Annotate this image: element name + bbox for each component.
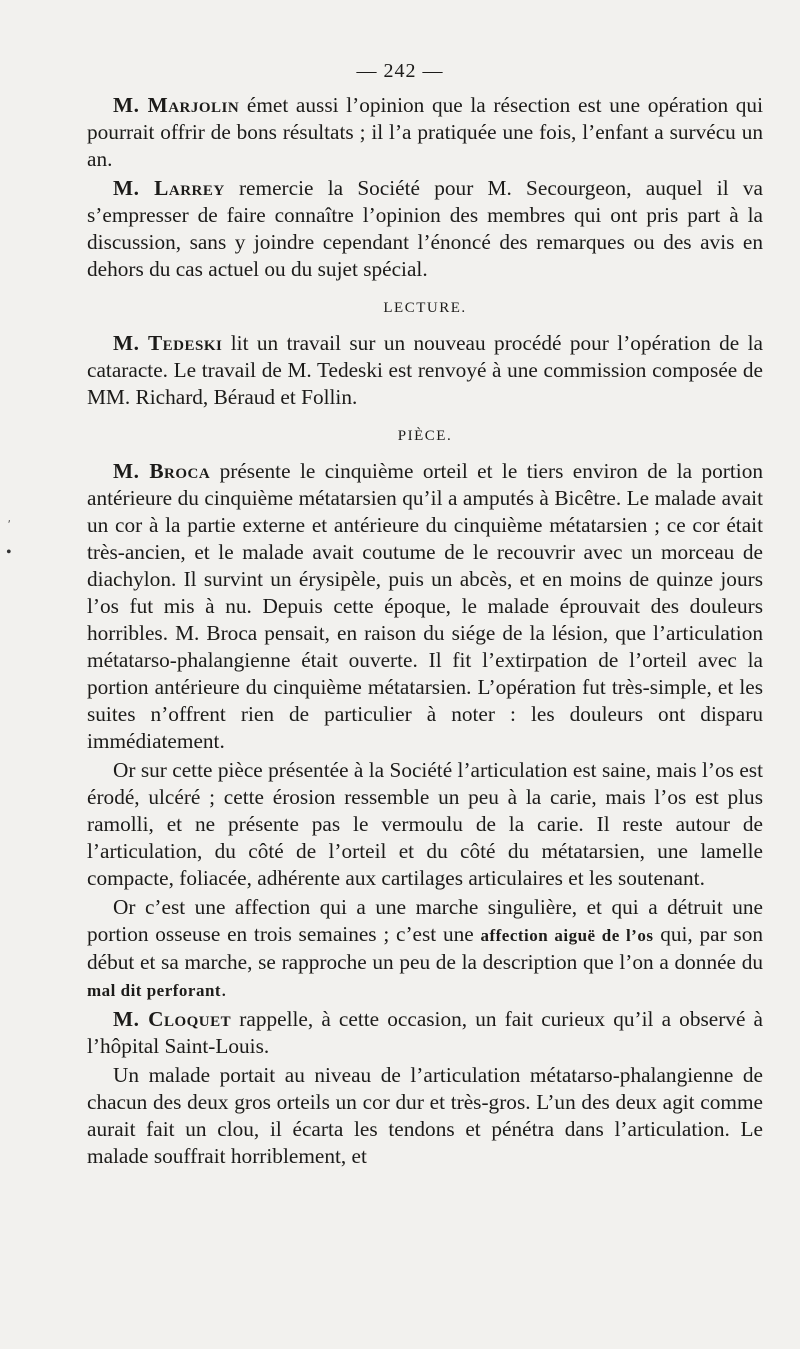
paragraph-larrey: [87, 175, 763, 283]
paragraph-observation: Or sur cette pièce présentée à la Société l’articulation est saine, mais l’os est érodé, ulcéré ; cette érosion ressemble un peu à la carie, mais l’os est plus ramolli, et ne présente pas le vermoulu de la carie. Il reste autour de l’articulation, du côté de l’orteil et du côté du métatarsien, une lamelle compacte, foliacée, adhérente aux cartilages articulaires et les soutenant.: [87, 758, 763, 890]
paragraph-marjolin: [87, 92, 763, 173]
margin-tick-mark: ʹ: [8, 517, 11, 531]
speaker-name: M. Cloquet: [113, 1007, 232, 1031]
speaker-name: M. Tedeski: [113, 331, 223, 355]
section-heading-lecture: LECTURE.: [383, 300, 467, 316]
paragraph-malade: Un malade portait au niveau de l’articulation métatarso-phalangienne de chacun des deux gros orteils un cor dur et très-gros. L’un des deux agit comme aurait fait un clou, il écarta les tendons et pénétra dans l’articulation. Le malade souffrait horriblement, et: [87, 1063, 763, 1168]
speaker-name: M. Marjolin: [113, 93, 240, 117]
emphasis-affection: affection aiguë de l’os: [480, 926, 654, 945]
paragraph-text: remercie la Société pour M. Secourgeon, auquel il va s’empresser de faire connaître l’opinion des membres qui ont pris part à la discussion, sans y joindre cependant l’énoncé des remarques ou des avis en dehors du cas actuel ou du sujet spécial.: [87, 176, 763, 281]
paragraph-affection: [87, 894, 763, 1004]
paragraph-text: Or c’est une affection qui a une marche singulière, et qui a détruit une portion osseuse en trois semaines ; c’est une: [87, 895, 763, 946]
paragraph-text: rappelle, à cette occasion, un fait curieux qu’il a observé à l’hôpital Saint-Louis.: [87, 1007, 764, 1058]
speaker-name: M. Broca: [113, 459, 211, 483]
margin-dot-mark: •: [6, 544, 12, 561]
paragraph-tedeski: [87, 330, 763, 411]
paragraph-text: présente le cinquième orteil et le tiers environ de la portion antérieure du cinquième métatarsien qu’il a amputés à Bicêtre. Le malade avait un cor à la partie externe et antérieure du cinquième métatarsien ; ce cor était très-ancien, et le malade avait coutume de le recouvrir avec un morceau de diachylon. Il survint un érysipèle, puis un abcès, et en moins de quinze jours l’os fut mis à nu. Depuis cette époque, le malade éprouvait des douleurs horribles. M. Broca pensait, en raison du siége de la lésion, que l’articulation métatarso-phalangienne était ouverte. Il fit l’extirpation de l’orteil avec la portion antérieure du cinquième métatarsien. L’opération fut très-simple, et les suites n’offrent rien de particulier à noter : les douleurs ont disparu immédiatement.: [87, 459, 763, 753]
paragraph-text: .: [221, 977, 227, 1001]
section-heading-piece: PIÈCE.: [397, 428, 453, 444]
emphasis-mal-perforant: mal dit perforant: [87, 981, 222, 1000]
page-body: [87, 92, 763, 1170]
page-number: — 242 —: [356, 60, 444, 82]
paragraph-text: qui, par son début et sa marche, se rapproche un peu de la description que l’on a donnée du: [87, 922, 764, 974]
paragraph-broca: [87, 458, 763, 755]
paragraph-text: émet aussi l’opinion que la résection est une opération qui pourrait offrir de bons résultats ; il l’a pratiquée une fois, l’enfant a survécu un an.: [87, 93, 763, 171]
paragraph-cloquet: [87, 1006, 763, 1060]
paragraph-text: lit un travail sur un nouveau procédé pour l’opération de la cataracte. Le travail de M. Tedeski est renvoyé à une commission composée de MM. Richard, Béraud et Follin.: [87, 331, 763, 409]
speaker-name: M. Larrey: [113, 176, 225, 200]
